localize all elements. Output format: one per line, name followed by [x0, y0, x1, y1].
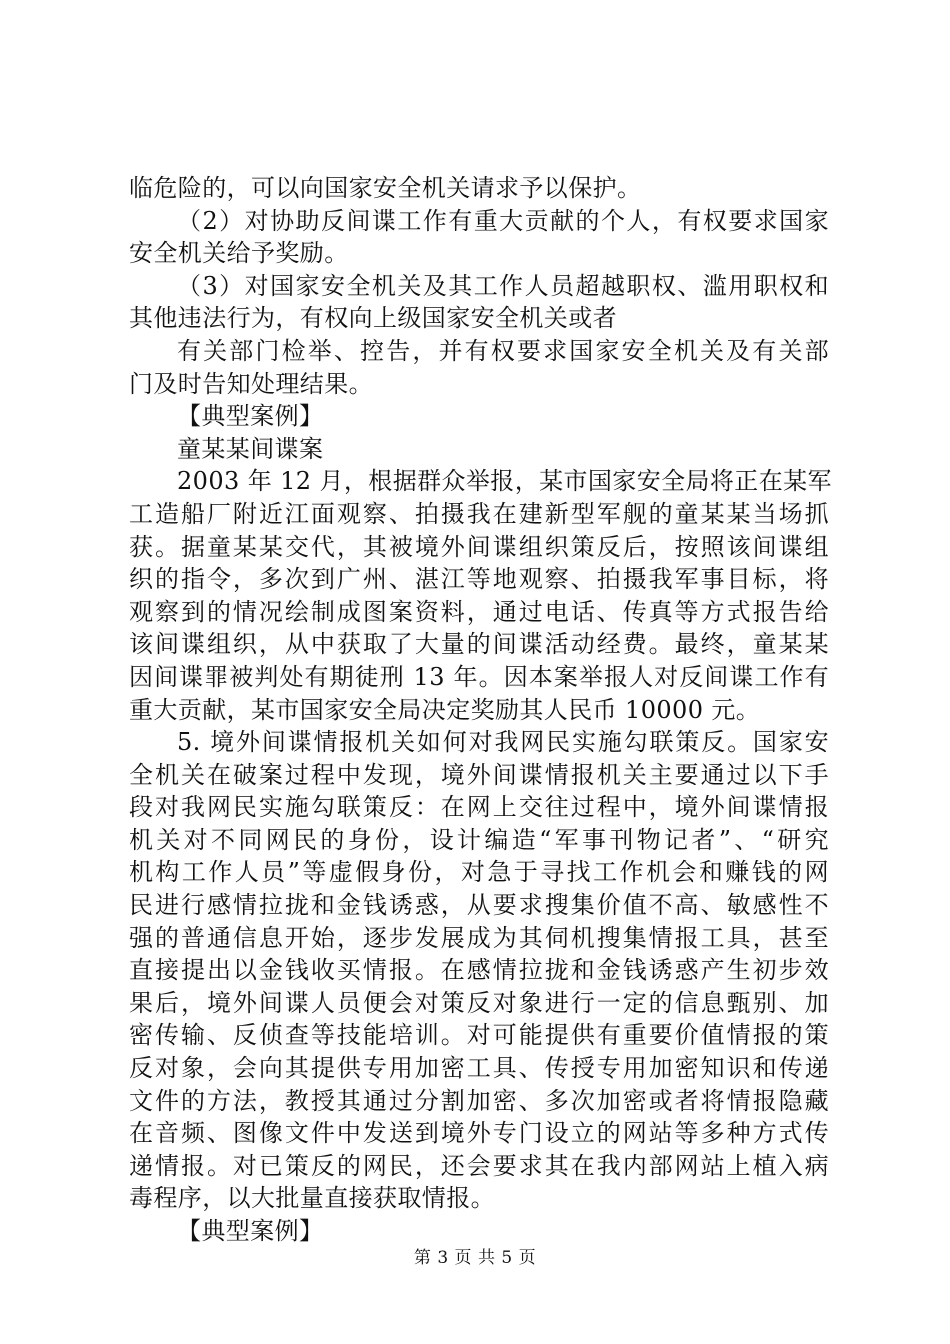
paragraph-line-wrapper — [129, 1150, 829, 1183]
text-line: 全机关在破案过程中发现，境外间谍情报机关主要通过以下手 — [129, 760, 829, 789]
paragraph-line-wrapper — [129, 759, 829, 792]
text-line: 获。据童某某交代，其被境外间谍组织策反后，按照该间谍组 — [129, 532, 829, 561]
text-line: 【典型案例】 — [177, 402, 324, 431]
paragraph-line-wrapper — [129, 237, 829, 270]
text-line: 5. 境外间谍情报机关如何对我网民实施勾联策反。国家安 — [177, 728, 829, 757]
paragraph-line-wrapper — [129, 1019, 829, 1052]
text-line: 毒程序，以大批量直接获取情报。 — [129, 1184, 495, 1213]
text-line: 织的指令，多次到广州、湛江等地观察、拍摄我军事目标，将 — [129, 565, 829, 594]
paragraph-line-wrapper — [129, 302, 829, 335]
paragraph-line-wrapper — [129, 1085, 829, 1118]
paragraph-line-wrapper — [129, 824, 829, 857]
text-line: （3）对国家安全机关及其工作人员超越职权、滥用职权和 — [177, 271, 829, 300]
text-line: 在音频、图像文件中发送到境外专门设立的网站等多种方式传 — [129, 1119, 829, 1148]
paragraph-line-wrapper — [129, 889, 829, 922]
text-line: 临危险的，可以向国家安全机关请求予以保护。 — [129, 174, 642, 202]
text-line: 有关部门检举、控告，并有权要求国家安全机关及有关部 — [177, 336, 829, 365]
paragraph-line-wrapper — [129, 1052, 829, 1085]
paragraph-line-wrapper — [129, 205, 829, 238]
paragraph-line-wrapper — [129, 335, 829, 368]
text-line: 重大贡献，某市国家安全局决定奖励其人民币 10000 元。 — [129, 695, 761, 724]
text-line: 密传输、反侦查等技能培训。对可能提供有重要价值情报的策 — [129, 1021, 829, 1050]
text-line: 该间谍组织，从中获取了大量的间谍活动经费。最终，童某某 — [129, 630, 829, 659]
text-line: 机关对不同网民的身份，设计编造“军事刊物记者”、“研究 — [129, 825, 829, 854]
paragraph-line-wrapper — [129, 856, 829, 889]
text-line: 门及时告知处理结果。 — [129, 369, 373, 398]
text-line: 反对象，会向其提供专用加密工具、传授专用加密知识和传递 — [129, 1054, 829, 1083]
text-line: 民进行感情拉拢和金钱诱惑，从要求搜集价值不高、敏感性不 — [129, 891, 829, 920]
text-line: 其他违法行为，有权向上级国家安全机关或者 — [129, 304, 617, 333]
paragraph-line-wrapper — [129, 465, 832, 498]
paragraph-line-wrapper — [129, 791, 829, 824]
text-line: 文件的方法，教授其通过分割加密、多次加密或者将情报隐藏 — [129, 1086, 829, 1115]
text-line: 段对我网民实施勾联策反：在网上交往过程中，境外间谍情报 — [129, 793, 829, 822]
paragraph-line-wrapper — [129, 954, 829, 987]
text-line: 直接提出以金钱收买情报。在感情拉拢和金钱诱惑产生初步效 — [129, 956, 829, 985]
text-line: 安全机关给予奖励。 — [129, 239, 349, 268]
paragraph-line-wrapper — [129, 1117, 829, 1150]
paragraph-line-wrapper — [129, 172, 829, 205]
paragraph-line-wrapper — [129, 628, 829, 661]
paragraph-line-wrapper — [129, 987, 829, 1020]
text-line: 2003 年 12 月，根据群众举报，某市国家安全局将正在某军 — [177, 467, 832, 496]
text-line: 递情报。对已策反的网民，还会要求其在我内部网站上植入病 — [129, 1151, 829, 1180]
page-footer: 第 3 页 共 5 页 — [413, 1248, 537, 1268]
paragraph-line-wrapper — [129, 661, 829, 694]
paragraph-line-wrapper — [129, 726, 829, 759]
text-line: 果后，境外间谍人员便会对策反对象进行一定的信息甄别、加 — [129, 988, 829, 1017]
paragraph-line-wrapper — [129, 270, 829, 303]
text-line: 因间谍罪被判处有期徒刑 13 年。因本案举报人对反间谍工作有 — [129, 662, 829, 691]
paragraph-line-wrapper — [129, 531, 829, 564]
paragraph-line-wrapper — [129, 1182, 829, 1215]
paragraph-line-wrapper — [129, 596, 829, 629]
text-line: 工造船厂附近江面观察、拍摄我在建新型军舰的童某某当场抓 — [129, 499, 829, 528]
paragraph-line-wrapper — [129, 694, 829, 727]
text-line: （2）对协助反间谍工作有重大贡献的个人，有权要求国家 — [177, 206, 829, 235]
text-line: 观察到的情况绘制成图案资料，通过电话、传真等方式报告给 — [129, 597, 829, 626]
paragraph-line-wrapper — [129, 563, 829, 596]
text-line: 【典型案例】 — [177, 1217, 324, 1245]
document-body — [129, 172, 832, 1248]
paragraph-line-wrapper — [129, 368, 829, 401]
text-line: 童某某间谍案 — [177, 434, 324, 463]
text-line: 机构工作人员”等虚假身份，对急于寻找工作机会和赚钱的网 — [129, 858, 829, 887]
paragraph-line-wrapper — [129, 400, 829, 433]
paragraph-line-wrapper — [129, 922, 829, 955]
text-line: 强的普通信息开始，逐步发展成为其伺机搜集情报工具，甚至 — [129, 923, 829, 952]
paragraph-line-wrapper — [129, 498, 829, 531]
paragraph-line-wrapper — [129, 433, 829, 466]
